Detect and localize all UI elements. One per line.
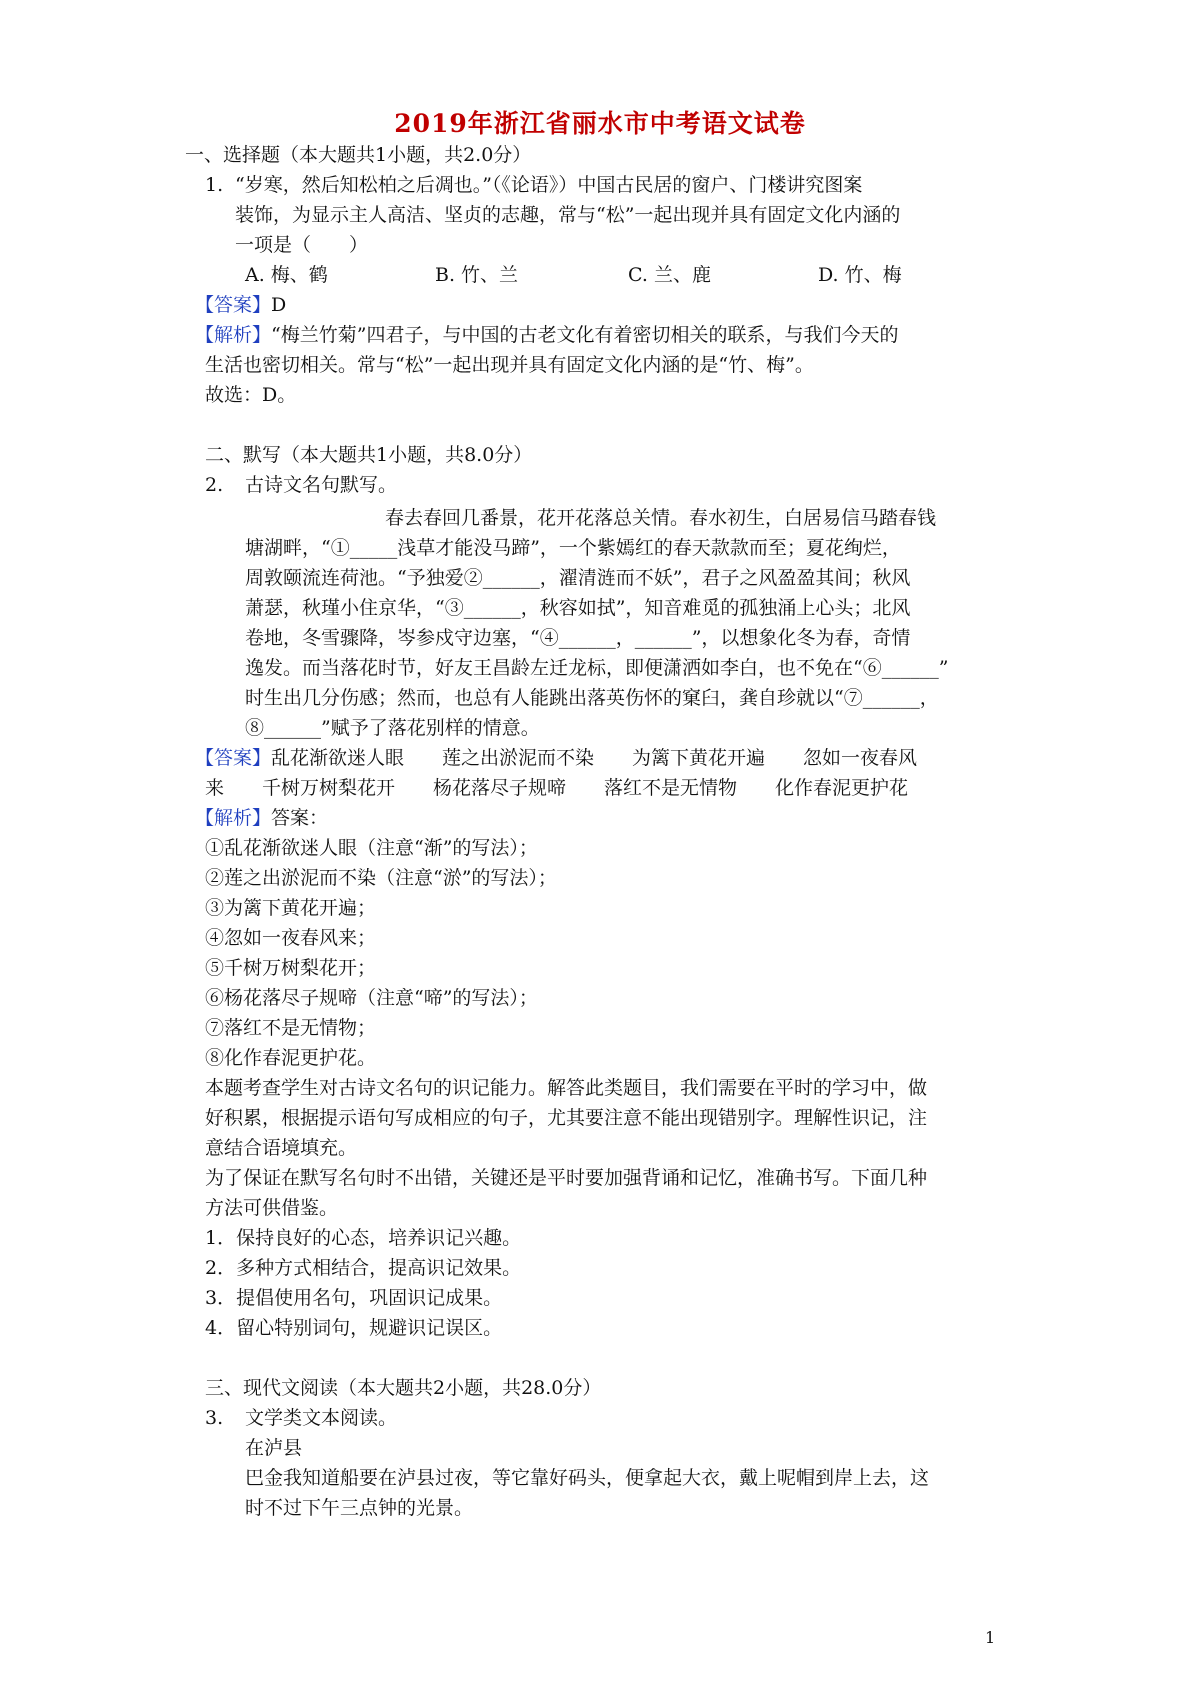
option-d: D. 竹、梅: [818, 264, 902, 286]
answer-value: D: [271, 294, 287, 316]
question-3-title: 文学类文本阅读。: [245, 1407, 398, 1429]
question-2-line: 萧瑟，秋瑾小住京华，“③______，秋容如拭”，知音难觅的孤独涌上心头；北风: [245, 597, 911, 619]
answer-2-line: [195, 743, 917, 773]
analysis-1-line: 生活也密切相关。常与“松”一起出现并具有固定文化内涵的是“竹、梅”。: [205, 354, 814, 376]
article-title: 在泸县: [245, 1437, 303, 1459]
answer-tag: 【答案】: [195, 747, 272, 769]
method-item: 1．保持良好的心态，培养识记兴趣。: [205, 1227, 522, 1249]
answer-1: [195, 290, 286, 320]
analysis-1-line: 故选：D。: [205, 384, 297, 406]
analysis-item: ⑦落红不是无情物；: [205, 1017, 377, 1039]
analysis-item: ⑧化作春泥更护花。: [205, 1047, 377, 1069]
analysis-tag: 【解析】: [195, 324, 272, 346]
analysis-item: ②莲之出淤泥而不染（注意“淤”的写法）；: [205, 867, 557, 889]
analysis-item: ④忽如一夜春风来；: [205, 927, 377, 949]
section-1-header: 一、选择题（本大题共1小题，共2.0分）: [185, 144, 532, 166]
question-1-line: 一项是（ ）: [235, 234, 369, 256]
article-line: 巴金我知道船要在泸县过夜，等它靠好码头，便拿起大衣，戴上呢帽到岸上去，这: [245, 1467, 930, 1489]
question-3-number: 3.: [205, 1407, 224, 1429]
method-item: 3．提倡使用名句，巩固识记成果。: [205, 1287, 503, 1309]
answer-tag: 【答案】: [195, 294, 272, 316]
analysis-item: ⑤千树万树梨花开；: [205, 957, 377, 979]
analysis-2-intro: [195, 803, 328, 833]
question-2-line: 时生出几分伤感；然而，也总有人能跳出落英伤怀的窠臼，龚自珍就以“⑦______，: [245, 687, 939, 709]
question-2-line: 逸发。而当落花时节，好友王昌龄左迁龙标，即便潇洒如李白，也不免在“⑥______”: [245, 657, 949, 679]
question-1-line: 装饰，为显示主人高洁、坚贞的志趣，常与“松”一起出现并具有固定文化内涵的: [235, 204, 901, 226]
method-item: 2．多种方式相结合，提高识记效果。: [205, 1257, 522, 1279]
article-line: 时不过下午三点钟的光景。: [245, 1497, 474, 1519]
explanation-paragraph-line: 好积累，根据提示语句写成相应的句子，尤其要注意不能出现错别字。理解性识记，注: [205, 1107, 928, 1129]
option-c: C. 兰、鹿: [628, 264, 711, 286]
analysis-text: “梅兰竹菊”四君子，与中国的古老文化有着密切相关的联系，与我们今天的: [271, 324, 899, 346]
explanation-paragraph-line: 意结合语境填充。: [205, 1137, 358, 1159]
analysis-item: ⑥杨花落尽子规啼（注意“啼”的写法）；: [205, 987, 538, 1009]
question-2-number: 2.: [205, 474, 224, 496]
question-2-line: ⑧______”赋予了落花别样的情意。: [245, 717, 540, 739]
question-2-line: 春去春回几番景，花开花落总关情。春水初生，白居易信马踏春钱: [385, 507, 937, 529]
analysis-1-line: [195, 320, 898, 350]
page-number: 1: [985, 1628, 996, 1647]
answer-2-line: 来 千树万树梨花开 杨花落尽子规啼 落红不是无情物 化作春泥更护花: [205, 777, 909, 799]
question-1-number: 1.: [205, 174, 224, 196]
question-1-line: “岁寒，然后知松柏之后凋也。”（《论语》）中国古民居的窗户、门楼讲究图案: [235, 174, 863, 196]
analysis-tag: 【解析】: [195, 807, 272, 829]
option-b: B. 竹、兰: [435, 264, 519, 286]
method-item: 4．留心特别词句，规避识记误区。: [205, 1317, 503, 1339]
section-2-header: 二、默写（本大题共1小题，共8.0分）: [205, 444, 533, 466]
section-3-header: 三、现代文阅读（本大题共2小题，共28.0分）: [205, 1377, 602, 1399]
question-2-title: 古诗文名句默写。: [245, 474, 398, 496]
analysis-item: ①乱花渐欲迷人眼（注意“渐”的写法）；: [205, 837, 538, 859]
analysis-intro-text: 答案：: [271, 807, 329, 829]
explanation-paragraph-line: 为了保证在默写名句时不出错，关键还是平时要加强背诵和记忆，准确书写。下面几种: [205, 1167, 928, 1189]
question-2-line: 塘湖畔，“①_____浅草才能没马蹄”，一个紫嫣红的春天款款而至；夏花绚烂，: [245, 537, 901, 559]
explanation-paragraph-line: 方法可供借鉴。: [205, 1197, 339, 1219]
question-2-line: 卷地，冬雪骤降，岑参戍守边塞，“④______，______”，以想象化冬为春，奇情: [245, 627, 911, 649]
answer-text: 乱花渐欲迷人眼 莲之出淤泥而不染 为篱下黄花开遍 忽如一夜春风: [271, 747, 918, 769]
option-a: A. 梅、鹤: [245, 264, 328, 286]
explanation-paragraph-line: 本题考查学生对古诗文名句的识记能力。解答此类题目，我们需要在平时的学习中，做: [205, 1077, 928, 1099]
analysis-item: ③为篱下黄花开遍；: [205, 897, 377, 919]
question-2-line: 周敦颐流连荷池。“予独爱②______，濯清涟而不妖”，君子之风盈盈其间；秋风: [245, 567, 911, 589]
page-title: 2019年浙江省丽水市中考语文试卷: [394, 109, 806, 138]
